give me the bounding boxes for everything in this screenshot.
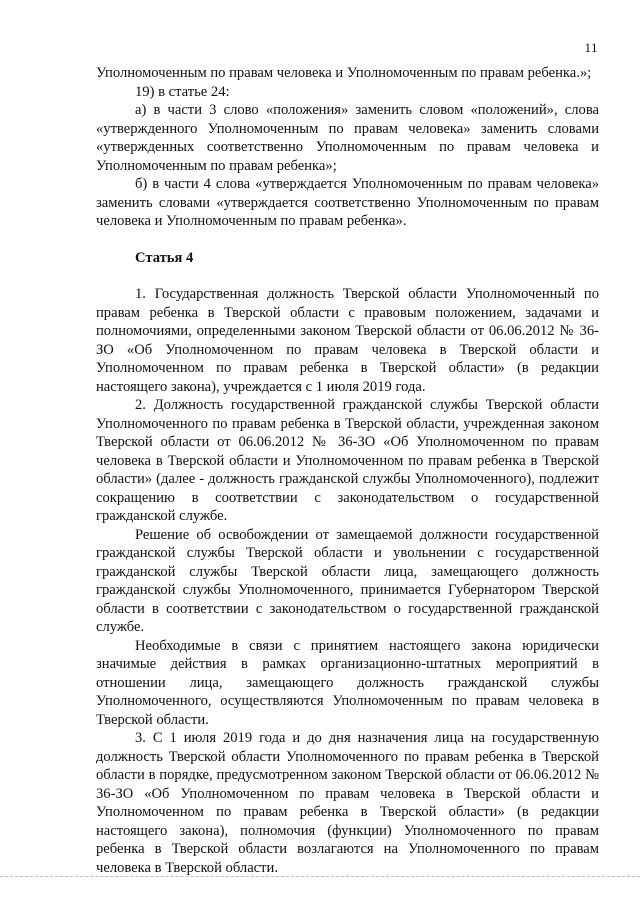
page-number: 11: [584, 40, 598, 55]
document-body: [96, 64, 599, 877]
paragraph-subitem-b: б) в части 4 слова «утверждается Уполномоченным по правам человека» заменить словами «утверждается соответственно Уполномоченным по правам человека и Уполномоченным по правам ребенка».: [96, 176, 599, 229]
article-paragraph-3: 3. С 1 июля 2019 года и до дня назначения лица на государственную должность Тверской области Уполномоченного по правам ребенка в Тверской области в порядке, предусмотренном законом Тверской области от 06.06.2012 № 36-ЗО «Об Уполномоченном по правам человека в Тверской области и Уполномоченном по правам ребенка в Тверской области» (в редакции настоящего закона), полномочия (функции) Уполномоченного по правам ребенка в Тверской области возлагаются на Уполномоченного по правам человека в Тверской области.: [96, 730, 599, 876]
article-paragraph-2-decision: Решение об освобождении от замещаемой должности государственной гражданской службы Тверской области и увольнении с государственной гражданской службы Тверской области лица, замещающего должность гражданской службы Уполномоченного, принимается Губернатором Тверской области в соответствии с законодательством о государственной гражданской службе.: [96, 526, 599, 635]
article-heading: Статья 4: [135, 249, 194, 266]
paragraph-subitem-a: а) в части 3 слово «положения» заменить словом «положений», слова «утвержденного Уполномоченным по правам человека» заменить словами «утвержденных соответственно Уполномоченным по правам человека и Уполномоченным по правам ребенка»;: [96, 102, 599, 174]
article-paragraph-1: 1. Государственная должность Тверской области Уполномоченный по правам ребенка в Тверской области с правовым положением, задачами и полномочиями, определенными законом Тверской области от 06.06.2012 № 36-ЗО «Об Уполномоченном по правам человека в Тверской области и Уполномоченном по правам ребенка в Тверской области» (в редакции настоящего закона), учреждается с 1 июля 2019 года.: [96, 286, 599, 395]
article-paragraph-2: 2. Должность государственной гражданской службы Тверской области Уполномоченного по правам ребенка в Тверской области, учрежденная законом Тверской области от 06.06.2012 № 36-ЗО «Об Уполномоченном по правам человека в Тверской области и Уполномоченном по правам ребенка в Тверской области» (далее - должность гражданской службы Уполномоченного), подлежит сокращению в соответствии с законодательством о государственной гражданской службе.: [96, 397, 599, 524]
page-bottom-divider: [0, 876, 640, 877]
article-paragraph-2-actions: Необходимые в связи с принятием настоящего закона юридически значимые действия в рамках организационно-штатных мероприятий в отношении лица, замещающего должность гражданской службы Уполномоченного, осуществляются Уполномоченным по правам человека в Тверской области.: [96, 637, 599, 728]
paragraph-item-19: 19) в статье 24:: [135, 83, 230, 100]
paragraph-continuation: Уполномоченным по правам человека и Уполномоченным по правам ребенка.»;: [96, 65, 592, 81]
